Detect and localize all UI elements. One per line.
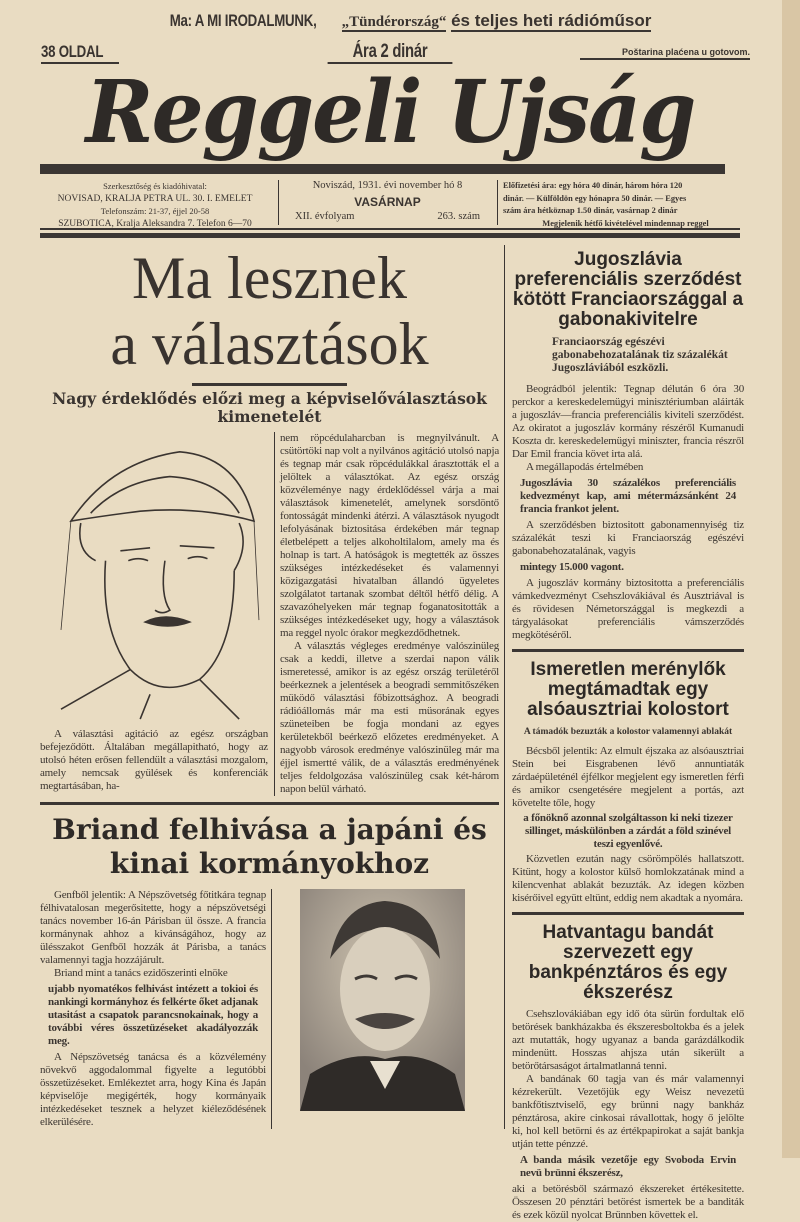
info-line: Előfizetési ára: egy hóra 40 dinár, három hóra 120 [503, 181, 683, 190]
briand-headline: Briand felhivása a japáni és kinai kormányokhoz [52, 813, 487, 880]
article-1 [512, 250, 744, 642]
article-2 [512, 660, 744, 905]
article-subhead: Franciaország egészévi gabonabehozatalának tiz százalékát Jugoszláviából eszközli. [552, 336, 728, 374]
info-line: dinár. — Külföldön egy hónapra 50 dinár. — Egyes [503, 193, 687, 203]
divider [278, 180, 279, 225]
info-line: Megjelenik hétfő kivételével mindennap reggel [542, 218, 709, 228]
price: Ára 2 dinár [328, 41, 453, 64]
paragraph: A bandának 60 tagja van és már valamennyi kézrekerült. Vezetőjük egy Weisz nevezetü bankfőtisztviselő, egy brünni nagy bankház pénztárosa, akire cinkosai rávallottak, hogy ő jelölte ki, hol kell betörni és az értékpapirokat a saját bankja utján tette pénzzé. [512, 1073, 744, 1150]
editorial-info [35, 180, 275, 230]
banner-quote: „Tündérország“ [341, 14, 447, 30]
paragraph: Csehszlovákiában egy idő óta sürün fordultak elő betörések bankházakba és ékszeresboltokba és a jelek azt mutatták, hogy ugyanaz a banda garázdálkodik mindenütt. Hosszas ahjsza után sikerült a betörőtársaságot ártalmatlanná tenni. [512, 1008, 744, 1072]
paragraph: nem röpcédulaharcban is megnyilvánult. A csütörtöki nap volt a nyilvános agitáció utolsó napja és tegnap már csak röpcédulákkal árasztották el a jelöltek a választókat. Az egész ország közvéleménye nagy érdeklődéssel várja a mai választások kimenetelét, amelynek sorsdöntő fontosságát mindenki átérzi. A választások nyugodt lefolyásának biztositása érdekében már tegnap életbelépett a teljes alkoholtilalom, amely ma és holnap is tart. A hatóságok is megtették az összes szükséges intézkedéseket és valamennyi közigazgatási hivatalban állandó ügyeletes szolgálatot tartanak szombat déltől hétfő délig. A szavazóhelyeken már tegnap foganatositották a szükséges intézkedéseket ugy, hogy a választások ma reggel nyolc órakor megkezdődhetnek. [280, 432, 499, 639]
paragraph: A választás végleges eredménye valószinüleg csak a keddi, illetve a szerdai napon válik ismeretessé, amikor is az egész ország területéről beérkeznek a jelentések a beogradi semmitőszéken müködő választási főbizottsághoz. A beogradi rádióállomás már ma esti müsorának egyes szüneteiben be fogja mondani az egyes kerületekből beérkező előzetes eredményeket. A nagyobb városok eredménye valószinüleg már ma éjjel ismertté válik, de a választás eredményének teljes feldolgozása valószinüleg csak két-három napon belül várható. [280, 640, 499, 795]
rule [40, 802, 499, 805]
briand-photo [300, 889, 465, 1111]
caption-text [40, 728, 268, 793]
paragraph: A Népszövetség tanácsa és a közvélemény növekvő aggodalommal figyelte a legutóbbi összetüzéseket. Emlékeztet arra, hogy Kina és Japán képviselője megigérték, hogy kormányaik intézkedéseket tesznek a helyzet kiéleződésének elkerülésére. [40, 1051, 266, 1128]
rule [512, 912, 744, 915]
rule [512, 649, 744, 652]
paragraph-emphasis: Jugoszlávia 30 százalékos preferenciális kedvezményt kap, ami métermázsánként 24 francia frankot jelent. [520, 477, 736, 515]
issue-info [285, 180, 490, 224]
headline-line: a választások [110, 311, 429, 377]
banner-prefix: Ma: A MI IRODALMUNK, [169, 11, 317, 30]
paragraph-emphasis: ujabb nyomatékos felhivást intézett a tokioi és nankingi kormányhoz és felkérte őket adjanak utasitást a csapatok parancsnokainak, hogy a további véres összetüzéseket akadályozzák meg. [48, 983, 258, 1047]
article-headline: Hatvantagu bandát szervezett egy bankpénztáros és egy ékszerész [528, 922, 728, 1003]
main-article-text [274, 432, 499, 796]
page-count: 38 OLDAL [41, 42, 119, 64]
subscription-info [503, 180, 748, 230]
article-headline: Jugoszlávia preferenciális szerződést kötött Franciaországgal a gabonakivitelre [512, 249, 744, 330]
top-banner [100, 10, 700, 33]
headline-line: Ma lesznek [132, 245, 407, 311]
article-subhead: A támadók bezuzták a kolostor valamennyi ablakát [523, 727, 733, 737]
paragraph: Közvetlen ezután nagy csörömpölés hallatszott. Kitünt, hogy a kolostor külső homlokzatának mind a kilencvenhat ablakát bezuzták. Az idegen közben kisérőivel együtt eltünt, eddig nem akadtak a nyomára. [512, 853, 744, 904]
issue-day: VASÁRNAP [354, 194, 421, 209]
paragraph: Genfből jelentik: A Népszövetség főtitkára tegnap félhivatalosan megerősitette, hogy a népszövetségi tanács november 16-án Párisban ül össze. A francia kormánynak ahhoz a kivánságához, hogy az ülésszakot Genfből hozzák át Párisba, a tanács valamennyi tagja hozzájárult. [40, 889, 266, 966]
main-headline [40, 245, 499, 377]
paragraph-emphasis: a főnöknő azonnal szolgáltasson ki neki tizezer sillinget, máskülönben a zárdát a föld szinével teszi egyenlővé. [523, 812, 733, 850]
issue-number: 263. szám [437, 211, 480, 222]
paragraph: A jugoszláv kormány biztositotta a preferenciális vámkedvezményt Csehszlovákiával és Ausztriával is és rövidesen Németországgal is megkezdi a tárgyalásokat preferenciális vámszerződés megkötéséről. [512, 577, 744, 641]
info-line: NOVISAD, KRALJA PETRA UL. 30. I. EMELET [57, 193, 253, 204]
rule [192, 383, 347, 386]
paragraph-emphasis: mintegy 15.000 vagont. [520, 561, 624, 573]
caption-paragraph: A választási agitáció az egész országban befejeződött. Általában megállapitható, hogy az utolsó héten erősen fellendült a választási mozgalom, amely nemcsak gyülések és konferenciák megtartásában, ha- [40, 728, 268, 792]
paragraph: A megállapodás értelmében [526, 461, 644, 473]
paragraph-emphasis: A banda másik vezetője egy Svoboda Ervin nevü brünni ékszerész, [520, 1154, 736, 1179]
paragraph: aki a betörésből származó ékszereket értékesitette. Összesen 20 pénztári betörést ismertek be a banditák és ezek közül nyolcat Brünnben követtek el. [512, 1183, 744, 1221]
info-line: Szerkesztőség és kiadóhivatal: [103, 181, 207, 191]
banner-suffix: és teljes heti rádióműsor [451, 11, 652, 30]
info-line: szám ára hétköznap 1.50 dinár, vasárnap 2 dinár [503, 206, 678, 215]
paragraph: Briand mint a tanács ezidőszerinti elnöke [54, 967, 228, 979]
article-3 [512, 923, 744, 1222]
paragraph: Beográdból jelentik: Tegnap délután 6 óra 30 perckor a kereskedelemügyi minisztériumban aláirták a jugoszláv—francia preferenciális kiviteli szerződést. Az okiratot a jugoszláv kormány részéről Kumanudi Koszta dr. kereskedelemügyi miniszter, francia részről Dar Emil francia követ irta alá. [512, 383, 744, 460]
masthead-title: Reggeli Ujság [85, 62, 695, 163]
right-column [512, 250, 744, 1222]
rule [40, 228, 740, 230]
article-headline: Ismeretlen merénylők megtámadtak egy alsóausztriai kolostort [527, 659, 729, 720]
main-subhead: Nagy érdeklődés előzi meg a képviselőválasztások kimenetelét [52, 389, 487, 426]
issue-date: Noviszád, 1931. évi november hó 8 [312, 180, 463, 191]
page-edge [782, 0, 800, 1158]
info-line: Telefonszám: 21-37, éjjel 20-58 [100, 206, 210, 216]
portrait-sketch [50, 432, 265, 724]
masthead-bar [40, 164, 725, 174]
rule [40, 233, 740, 238]
paragraph: A szerződésben biztositott gabonamennyiség tiz százalékát teszi ki Franciaország egészévi gabonabehozatalának, vagyis [512, 519, 744, 557]
left-column [40, 245, 505, 1129]
briand-article-text [40, 889, 272, 1129]
paragraph: Bécsből jelentik: Az elmult éjszaka az alsóausztriai Stein bei Eisgrabenen lévő annuntiaták zárdaépületénél éjfélkor megjelent egy ismeretlen férfi és amikor csengetésére megjelent a portás, azt követelte tőle, hogy [512, 745, 744, 809]
issue-volume: XII. évfolyam [295, 211, 355, 222]
divider [497, 180, 498, 225]
info-line: SZUBOTICA, Kralja Aleksandra 7. Telefon 6—70 [58, 218, 252, 229]
postage-note: Poštarina plaćena u gotovom. [580, 46, 750, 60]
